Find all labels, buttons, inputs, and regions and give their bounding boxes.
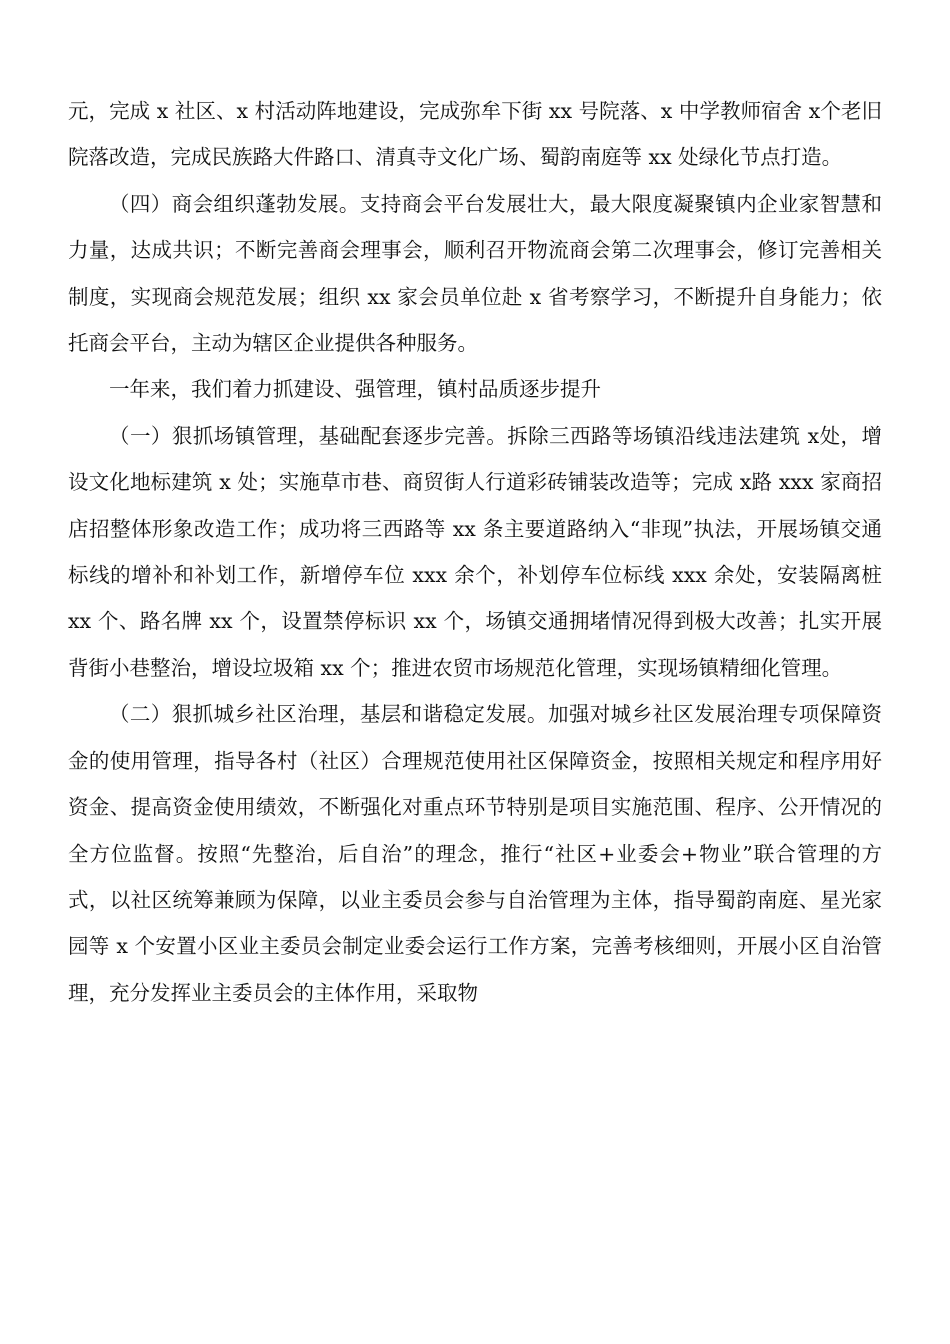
text-line: 一年来，我们着力抓建设、强管理，镇村品质逐步提升 — [109, 377, 601, 402]
text-line: 执法，开展场镇交通标线的增补和补划工作，新增停车位 xxx 余个，补划停车位标 — [68, 516, 882, 588]
text-line: 点打造。 — [760, 145, 843, 170]
text-line: 程序、公开情况的全方位监督。按照“先整治，后自治”的理念，推行“社区+业委 — [68, 795, 882, 866]
text-line: （一）狠抓场镇管理，基础配套逐步完善。拆除三西路等场镇沿线违法建筑 x — [109, 423, 820, 448]
text-line: （四）商会组织蓬勃发展。支持商会平台发展壮大，最大限度凝聚镇内企业家 — [109, 191, 820, 216]
paragraph-community-governance — [68, 691, 882, 1016]
text-line: 线 xxx 余处，安装隔离桩 xx 个、路名牌 xx 个，设置禁停标识 xx 个，场镇交通拥堵 — [68, 563, 882, 634]
text-line: 情况得到极大改善；扎实开展背街小巷整治，增设垃圾箱 xx 个；推进农贸市场规范 — [68, 609, 883, 680]
text-line: 会+物业”联合管理的方式，以社区统筹兼顾为保障，以业主委员会参与自治管理为 — [68, 841, 882, 912]
text-line: 提升自身能力；依托商会平台，主动为辖区企业提供各种服务。 — [68, 284, 883, 356]
paragraph-greening-continued — [68, 88, 882, 181]
text-line: 个老旧院落改造，完成民族路大件路口、清真寺文化广场、蜀韵南庭等 xx 处绿化节 — [68, 99, 883, 170]
text-line: 处，增设文化地标建筑 x 处；实施草市巷、商贸街人行道彩砖铺装改造等；完成 x — [68, 423, 883, 495]
section-heading — [68, 366, 882, 412]
text-line: 修订完善相关制度，实现商会规范发展；组织 xx 家会员单位赴 x 省考察学习，不断 — [68, 238, 883, 309]
text-line: 智慧和力量，达成共识；不断完善商会理事会，顺利召开物流商会第二次理事会， — [68, 191, 883, 263]
text-line: 主体，指导蜀韵南庭、星光家园等 x 个安置小区业主委员会制定业委会运行工作方 — [68, 887, 883, 959]
paragraph-chamber-of-commerce — [68, 181, 882, 367]
document-page — [68, 88, 882, 1016]
text-line: 路 xxx 家商招店招整体形象改造工作；成功将三西路等 xx 条主要道路纳入“非现” — [68, 470, 883, 541]
text-line: （二）狠抓城乡社区治理，基层和谐稳定发展。加强对城乡社区发展治理专项 — [109, 702, 820, 727]
text-line: 案，完善考核细则，开展小区自治管理，充分发挥业主委员会的主体作用，采取物 — [68, 934, 883, 1005]
text-line: 保障资金的使用管理，指导各村（社区）合理规范使用社区保障资金，按照相关规 — [68, 702, 883, 773]
text-line: 定和程序用好资金、提高资金使用绩效，不断强化对重点环节特别是项目实施范围、 — [68, 748, 883, 820]
text-line: 化管理，实现场镇精细化管理。 — [555, 655, 843, 680]
paragraph-town-management — [68, 413, 882, 691]
text-line: 元，完成 x 社区、x 村活动阵地建设，完成弥牟下街 xx 号院落、x 中学教师宿舍 x — [68, 99, 821, 123]
